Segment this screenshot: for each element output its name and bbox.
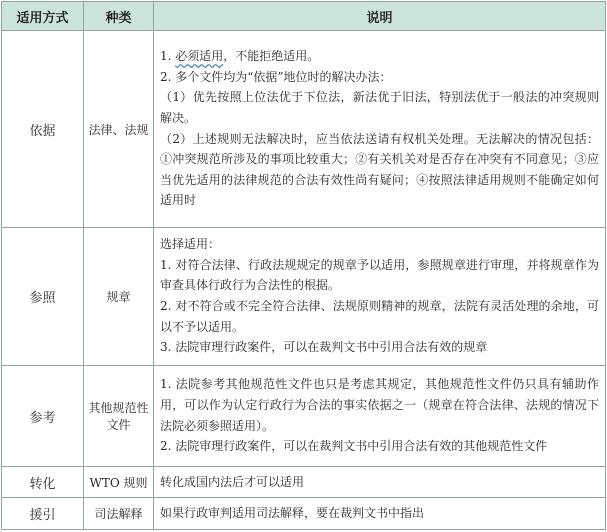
line-suffix: ，不能拒绝适用。 (223, 49, 320, 64)
emphasized-text: 必须适用 (175, 49, 224, 64)
table-row-consult (2, 366, 606, 467)
row-mode: 参考 (2, 366, 84, 467)
row-mode: 依据 (2, 31, 84, 228)
row-kind: 其他规范性文件 (84, 366, 154, 467)
law-application-table (1, 1, 606, 530)
row-mode: 援引 (2, 498, 84, 530)
header-description: 说明 (154, 2, 606, 31)
description-line: 如果行政审判适用司法解释，要在裁判文书中指出 (160, 506, 425, 521)
description-line: （1）优先按照上位法优于下位法，新法优于旧法，特别法优于一般法的冲突规则解决。 (160, 90, 599, 125)
description-line: 1. 对符合法律、行政法规规定的规章予以适用，参照规章进行审理，并将规章作为审查具体行政行为合法性的根据。 (160, 257, 599, 293)
description-line: 选择适用： (160, 237, 221, 252)
row-mode: 参照 (2, 228, 84, 366)
description-line: 2. 多个文件均为“依据”地位时的解决办法： (160, 69, 392, 84)
table-row-basis (2, 31, 606, 228)
description-line: （2）上述规则无法解决时，应当依法送请有权机关处理。无法解决的情况包括：①冲突规范所涉及的事项比较重大；②有关机关对是否存在冲突有不同意见；③应当优先适用的法律规范的合法有效性尚有疑问；④按照法律适用规则不能确定如何适用时 (160, 131, 599, 208)
row-kind: WTO 规则 (84, 467, 154, 498)
description-line: 3. 法院审理行政案件，可以在裁判文书中引用合法有效的规章 (160, 340, 488, 355)
row-description (154, 228, 606, 366)
row-kind: 规章 (84, 228, 154, 366)
description-line (160, 46, 599, 67)
row-description (154, 31, 606, 228)
table-row-cite (2, 498, 606, 530)
line-prefix: 1. (160, 49, 176, 64)
header-mode: 适用方式 (2, 2, 84, 31)
description-line: 1. 法院参考其他规范性文件也只是考虑其规定，其他规范性文件仍只具有辅助作用，可以作为认定行政行为合法的事实依据之一（规章在符合法律、法规的情况下法院必须参照适用）。 (160, 377, 599, 433)
row-kind: 司法解释 (84, 498, 154, 530)
header-kind: 种类 (84, 2, 154, 31)
description-line: 转化成国内法后才可以适用 (160, 474, 305, 489)
row-description (154, 366, 606, 467)
table-row-reference (2, 228, 606, 366)
row-kind: 法律、法规 (84, 31, 154, 228)
table-row-transform (2, 467, 606, 498)
description-line: 2. 法院审理行政案件，可以在裁判文书中引用合法有效的其他规范性文件 (160, 439, 548, 454)
row-mode: 转化 (2, 467, 84, 498)
row-description (154, 467, 606, 498)
row-description (154, 498, 606, 530)
description-line: 2. 对不符合或不完全符合法律、法规原则精神的规章，法院有灵活处理的余地，可以不予以适用。 (160, 299, 599, 334)
table-header-row (2, 2, 606, 31)
